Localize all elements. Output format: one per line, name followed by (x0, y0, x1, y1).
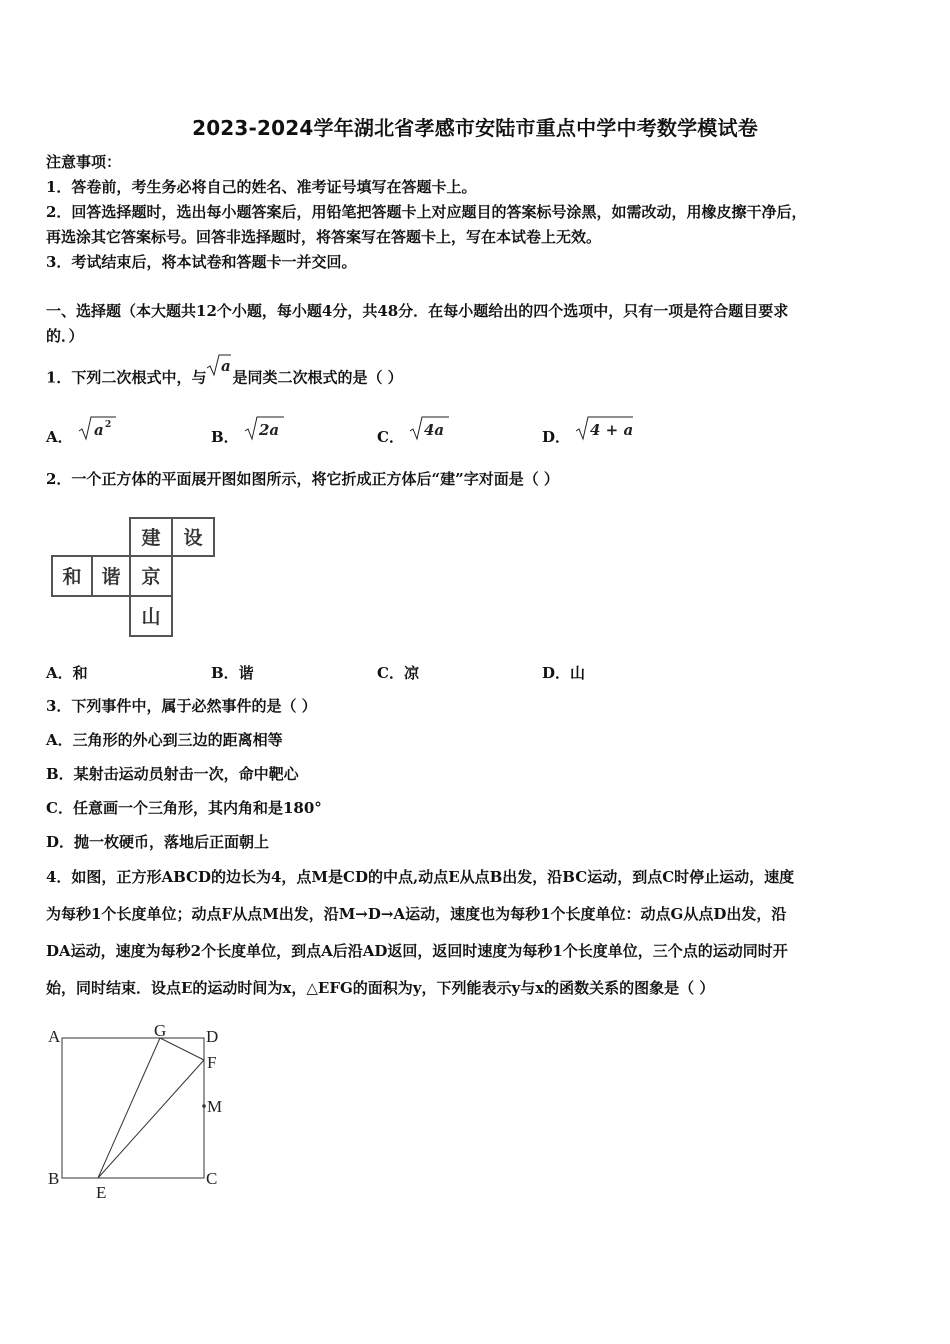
question-1-post: 是同类二次根式的是（ ） (232, 368, 403, 387)
sqrt-a-radicand: a (221, 357, 232, 375)
question-2-stem: 2．一个正方体的平面展开图如图所示，将它折成正方体后“建”字对面是（ ） (46, 470, 559, 488)
q1-option-b[interactable]: B． 2a (211, 414, 288, 442)
question-4-line-1: 4．如图，正方形ABCD的边长为4，点M是CD的中点,动点E从点B出发，沿BC运动，到点C时停止运动，速度 (46, 868, 795, 886)
label-b: B (48, 1169, 60, 1188)
label-m: M (207, 1097, 223, 1116)
q3-option-c[interactable]: C．任意画一个三角形，其内角和是180° (46, 799, 322, 817)
sqrt-4-plus-a (575, 414, 637, 442)
notice-item-2: 2．回答选择题时，选出每小题答案后，用铅笔把答题卡上对应题目的答案标号涂黑，如需改动，用橡皮擦干净后， (46, 203, 807, 221)
net-cell-jian: 建 (141, 527, 161, 549)
notice-heading: 注意事项： (46, 153, 122, 171)
net-cell-xie: 谐 (101, 566, 121, 588)
net-cell-he: 和 (62, 566, 82, 588)
q2-option-b[interactable]: B．谐 (211, 664, 254, 682)
question-4-line-3: DA运动，速度为每秒2个长度单位，到点A后沿AD返回，返回时速度为每秒1个长度单位，三个点的运动同时开 (46, 942, 788, 960)
notice-item-1: 1．答卷前，考生务必将自己的姓名、准考证号填写在答题卡上。 (46, 178, 477, 196)
section-heading: 一、选择题（本大题共12个小题，每小题4分，共48分．在每小题给出的四个选项中，只有一项是符合题目要求 (46, 302, 789, 320)
label-a: A (48, 1027, 61, 1046)
section-heading-cont: 的．） (46, 327, 84, 345)
q2-option-d[interactable]: D．山 (542, 664, 586, 682)
q3-option-a[interactable]: A．三角形的外心到三边的距离相等 (46, 731, 283, 749)
sqrt-a-squared (78, 414, 118, 442)
square-abcd-figure (46, 1018, 246, 1208)
svg-text:2a: 2a (258, 421, 280, 439)
q2-option-a[interactable]: A．和 (46, 664, 88, 682)
question-1-stem (46, 357, 403, 394)
net-cell-shan: 山 (141, 606, 161, 628)
notice-item-3: 3．考试结束后，将本试卷和答题卡一并交回。 (46, 253, 357, 271)
q1-option-c[interactable]: C． 4a (377, 414, 453, 442)
question-4-line-4: 始，同时结束．设点E的运动时间为x，△EFG的面积为y，下列能表示y与x的函数关系的图象是（ ） (46, 979, 715, 997)
sqrt-4a (409, 414, 453, 442)
q2-option-c[interactable]: C．凉 (377, 664, 419, 682)
sqrt-2a (244, 414, 288, 442)
question-3-stem: 3．下列事件中，属于必然事件的是（ ） (46, 697, 317, 715)
svg-text:4a: 4a (424, 421, 445, 439)
cube-net-figure (50, 516, 218, 644)
page-title: 2023-2024学年湖北省孝感市安陆市重点中学中考数学模试卷 (192, 116, 758, 140)
svg-text:a: a (93, 421, 104, 439)
q1-option-a[interactable]: A． a 2 (46, 414, 118, 442)
label-c: C (206, 1169, 218, 1188)
net-cell-she: 设 (183, 527, 203, 549)
label-f: F (207, 1053, 217, 1072)
question-1-pre: 1．下列二次根式中，与 (46, 368, 207, 387)
svg-text:2: 2 (104, 420, 112, 430)
svg-text:4 + a: 4 + a (590, 421, 634, 439)
label-e: E (96, 1183, 107, 1202)
q3-option-d[interactable]: D．抛一枚硬币，落地后正面朝上 (46, 833, 270, 851)
q1-option-d[interactable]: D． 4 + a (542, 414, 637, 442)
sqrt-a-symbol (206, 353, 232, 384)
question-4-line-2: 为每秒1个长度单位；动点F从点M出发，沿M→D→A运动，速度也为每秒1个长度单位：动点G从点D出发，沿 (46, 905, 787, 923)
q3-option-b[interactable]: B．某射击运动员射击一次，命中靶心 (46, 765, 299, 783)
label-d: D (206, 1027, 219, 1046)
net-cell-jing: 京 (141, 566, 161, 588)
label-g: G (154, 1021, 167, 1040)
notice-item-2-cont: 再选涂其它答案标号。回答非选择题时，将答案写在答题卡上，写在本试卷上无效。 (46, 228, 602, 246)
